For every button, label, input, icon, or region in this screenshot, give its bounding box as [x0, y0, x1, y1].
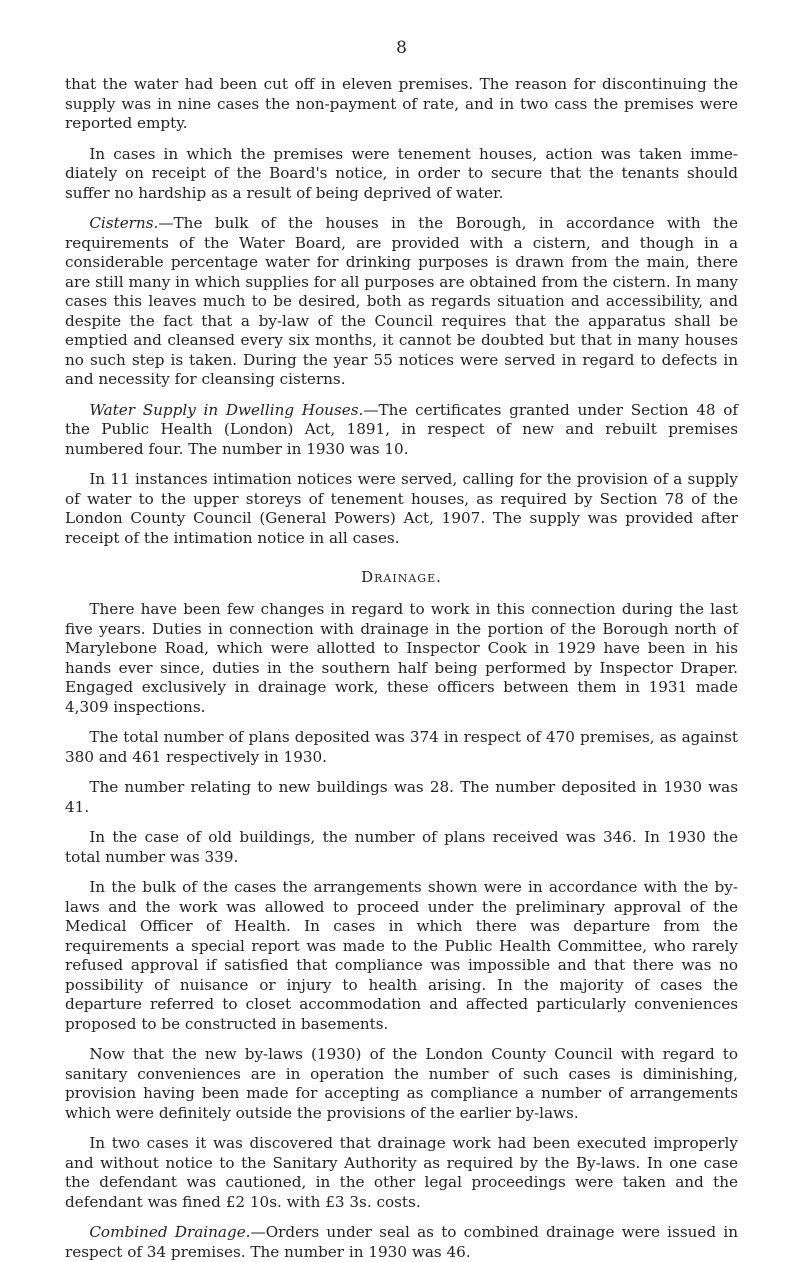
- paragraph-text: In the case of old buildings, the number of plans received was 346. In 1930 the total number was 339.: [65, 828, 738, 866]
- run-in-heading-combined-drainage: Combined Drainage.: [89, 1223, 251, 1241]
- section-heading-drainage: Drainage.: [361, 568, 442, 586]
- paragraph-old-buildings: [65, 828, 738, 867]
- paragraph-text: The number relating to new buildings was 28. The number deposited in 1930 was 41.: [65, 778, 738, 816]
- paragraph-improper-drainage: [65, 1134, 738, 1212]
- paragraph-text: —The bulk of the houses in the Borough, in accordance with the requirements of the Water Board, are provided with a cistern, and though in a considerable percentage water for drinking purposes is drawn from the main, there are still many in which supplies for all purposes are obtained from the cistern. In many cases this leaves much to be desired, both as regards situation and accessibility, and despite the fact that a by-law of the Council requires that the apparatus shall be emptied and cleansed every six months, it cannot be doubted but that in many houses no such step is taken. During the year 55 notices were served in regard to defects in and necessity for cleansing cisterns.: [65, 214, 738, 388]
- paragraph-text: —The certificates granted under Section 48 of the Public Health (London) Act, 1891, in respect of new and rebuilt premises numbered four. The number in 1930 was 10.: [65, 400, 738, 458]
- paragraph-text: In 11 instances intimation notices were served, calling for the provision of a supply of water to the upper storeys of tenement houses, as required by Section 78 of the London County Council (General Powers) Act, 1907. The supply was provided after receipt of the intimation notice in all cases.: [65, 470, 738, 547]
- paragraph-tenement-houses: [65, 145, 738, 204]
- paragraph-text: In two cases it was discovered that drainage work had been executed improperly and without notice to the Sanitary Authority as required by the By-laws. In one case the defendant was cautioned, in the other legal proceedings were taken and the defendant was fined £2 10s. with £3 3s. costs.: [65, 1134, 738, 1211]
- paragraph-by-laws-arrangements: [65, 878, 738, 1034]
- paragraph-cisterns: [65, 214, 738, 390]
- paragraph-text: In the bulk of the cases the arrangements shown were in accordance with the by-laws and the work was allowed to proceed under the preliminary approval of the Medical Officer of Health. In cases in which there was departure from the requirements a special report was made to the Public Health Committee, who rarely refused approval if satisfied that compliance was impossible and that there was no possibility of nuisance or injury to health arising. In the majority of cases the departure referred to closet accommodation and affected particularly conveniences proposed to be constructed in basements.: [65, 878, 738, 1033]
- paragraph-plans-deposited: [65, 728, 738, 767]
- paragraph-text: In cases in which the premises were tenement houses, action was taken immediately on receipt of the Board's notice, in order to secure that the tenants should suffer no hardship as a result of being deprived of water.: [65, 144, 738, 202]
- paragraph-intimation-notices: [65, 470, 738, 548]
- paragraph-text: that the water had been cut off in eleven premises. The reason for discontinuing the supply was in nine cases the non-payment of rate, and in two cass the premises were reported empty.: [65, 75, 738, 132]
- paragraph-text: —Orders under seal as to combined drainage were issued in respect of 34 premises. The number in 1930 was 46.: [65, 1223, 738, 1261]
- paragraph-combined-drainage: [65, 1223, 738, 1262]
- paragraph-text: Now that the new by-laws (1930) of the London County Council with regard to sanitary conveniences are in operation the number of such cases is diminishing, provision having been made for accepting as compliance a number of arrangements which were definitely outside the provisions of the earlier by-laws.: [65, 1045, 738, 1122]
- paragraph-water-supply-dwelling-houses: [65, 401, 738, 460]
- run-in-heading-water-supply: Water Supply in Dwelling Houses.: [89, 400, 364, 419]
- page-number: 8: [396, 38, 407, 58]
- paragraph-drainage-changes: [65, 600, 738, 717]
- paragraph-new-buildings: [65, 778, 738, 817]
- paragraph-water-cut-off: [65, 75, 738, 134]
- paragraph-text: The total number of plans deposited was 374 in respect of 470 premises, as against 380 and 461 respectively in 1930.: [65, 728, 738, 766]
- paragraph-new-by-laws: [65, 1045, 738, 1123]
- run-in-heading-cisterns: Cisterns.: [89, 214, 159, 232]
- paragraph-text: There have been few changes in regard to work in this connection during the last five years. Duties in connection with drainage in the portion of the Borough north of Marylebone Road, which were allotted to Inspector Cook in 1929 have been in his hands ever since, duties in the southern half being performed by Inspector Draper. Engaged exclusively in drainage work, these officers between them in 1931 made 4,309 inspections.: [65, 600, 738, 716]
